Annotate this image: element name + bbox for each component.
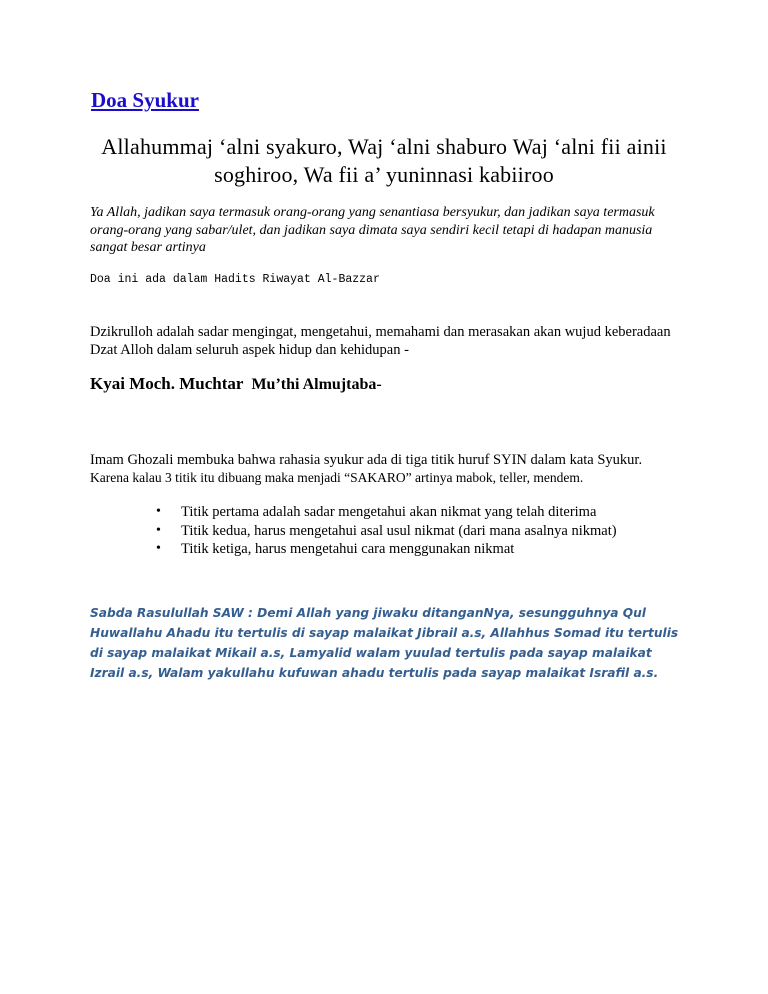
bullet-icon: • — [156, 522, 161, 538]
list-item-text: Titik pertama adalah sadar mengetahui akan nikmat yang telah diterima — [181, 504, 597, 520]
author-name-part1: Kyai Moch. Muchtar — [90, 374, 244, 393]
sabda-paragraph: Sabda Rasulullah SAW : Demi Allah yang jiwaku ditanganNya, sesungguhnya Qul Huwallahu Ahadu itu tertulis di sayap malaikat Jibrail a.s, Allahhus Somad itu tertulis di sayap malaikat Mikail a.s, Lamyalid walam yuulad tertulis pada sayap malaikat Izrail a.s, Walam yakullahu kufuwan ahadu tertulis pada sayap malaikat Israfil a.s. — [90, 606, 679, 680]
imam-line-2: Karena kalau 3 titik itu dibuang maka menjadi “SAKARO” artinya mabok, teller, mendem. — [90, 470, 584, 485]
list-item — [156, 522, 617, 541]
prayer-text: Allahummaj ‘alni syakuro, Waj ‘alni shaburo Waj ‘alni fii ainii soghiroo, Wa fii a’ yuninnasi kabiiroo — [101, 134, 667, 187]
list-item-text: Titik ketiga, harus mengetahui cara menggunakan nikmat — [181, 541, 515, 557]
list-item — [156, 540, 617, 559]
title-link[interactable]: Doa Syukur — [91, 88, 199, 112]
bullet-icon: • — [156, 541, 161, 556]
list-item — [156, 503, 617, 522]
imam-paragraph — [90, 452, 690, 486]
dzikir-paragraph: Dzikrulloh adalah sadar mengingat, mengetahui, memahami dan merasakan akan wujud keberadaan Dzat Alloh dalam seluruh aspek hidup dan kehidupan - — [90, 324, 671, 358]
hadith-source: Doa ini ada dalam Hadits Riwayat Al-Bazzar — [90, 273, 380, 286]
bullet-list — [156, 503, 617, 559]
author-name-part2: Mu’thi Almujtaba- — [251, 376, 382, 393]
imam-line-1: Imam Ghozali membuka bahwa rahasia syukur ada di tiga titik huruf SYIN dalam kata Syukur. — [90, 452, 643, 468]
bullet-icon: • — [156, 504, 161, 519]
list-item-text: Titik kedua, harus mengetahui asal usul nikmat (dari mana asalnya nikmat) — [181, 522, 617, 539]
translation-text: Ya Allah, jadikan saya termasuk orang-orang yang senantiasa bersyukur, dan jadikan saya termasuk orang-orang yang sabar/ulet, dan jadikan saya dimata saya sendiri kecil tetapi di hadapan manusia sangat besar artinya — [90, 205, 655, 255]
author-line — [90, 374, 382, 394]
